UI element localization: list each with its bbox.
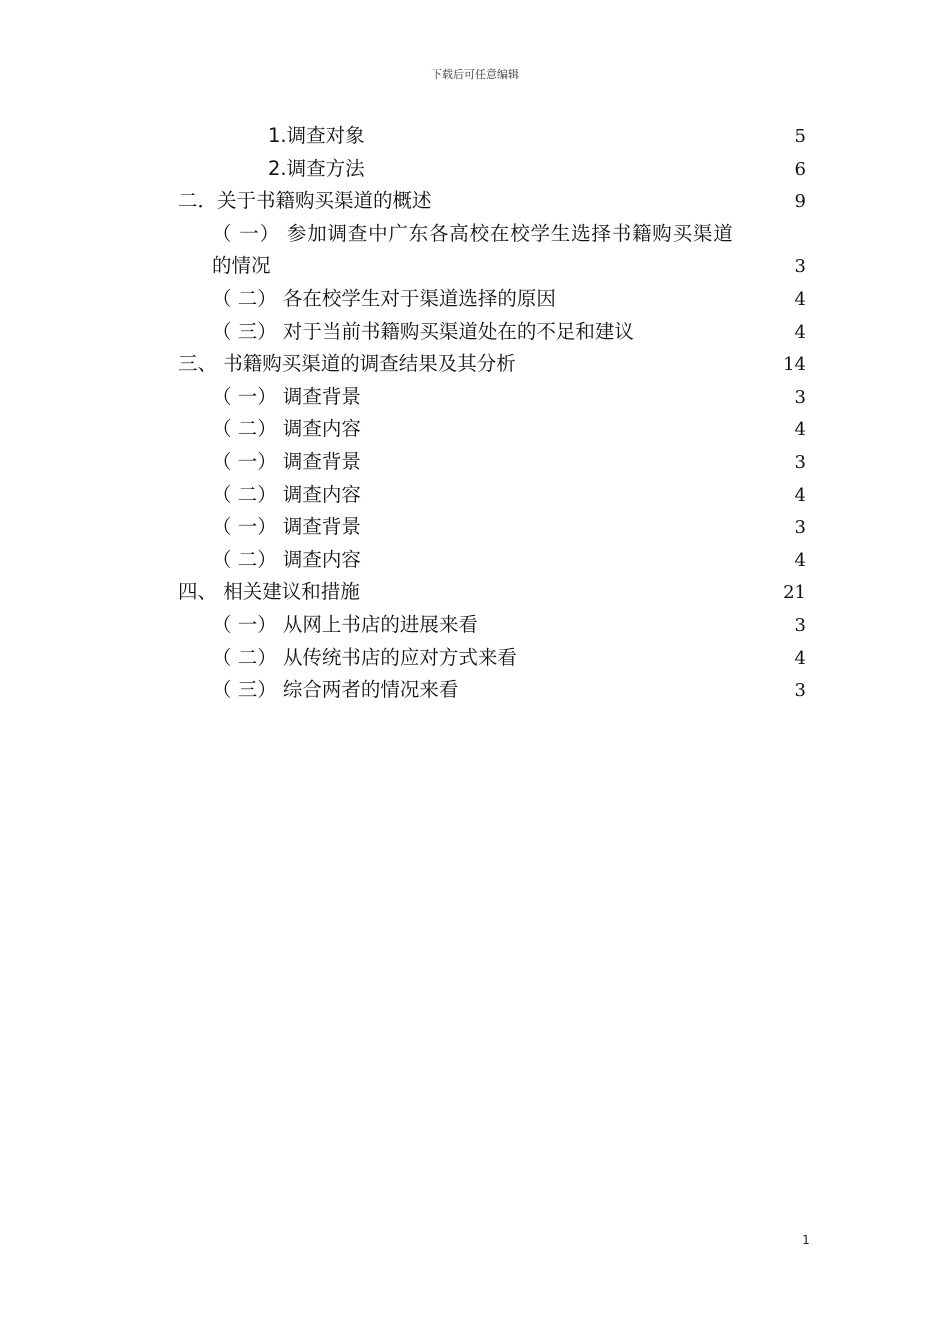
toc-page-number: 3	[794, 386, 806, 408]
toc-entry-label: 二．关于书籍购买渠道的概述	[178, 189, 432, 213]
toc-page-number: 3	[794, 517, 806, 539]
toc-entry-label: （ 二） 调查内容	[212, 417, 361, 441]
toc-entry[interactable]	[178, 446, 806, 479]
toc-page-number: 14	[783, 354, 806, 376]
toc-entry-label: （ 二） 各在校学生对于渠道选择的原因	[212, 286, 556, 310]
toc-entry[interactable]	[178, 218, 806, 251]
toc-entry-label: （ 一） 调查背景	[212, 449, 361, 473]
toc-page-number: 4	[794, 549, 806, 571]
toc-entry[interactable]	[178, 348, 806, 381]
toc-entry-label: 的情况	[212, 254, 271, 278]
toc-entry[interactable]	[178, 576, 806, 609]
page-header: 下载后可任意编辑	[431, 68, 519, 81]
toc-entry-continuation[interactable]	[178, 250, 806, 283]
toc-page-number: 4	[794, 647, 806, 669]
toc-page-number: 21	[783, 582, 806, 604]
toc-page-number: 3	[794, 451, 806, 473]
toc-entry[interactable]	[178, 674, 806, 707]
toc-entry[interactable]	[178, 413, 806, 446]
toc-page-number: 4	[794, 484, 806, 506]
toc-entry-label: 三、 书籍购买渠道的调查结果及其分析	[178, 352, 516, 376]
toc-entry-label: （ 一） 参加调查中广东各高校在校学生选择书籍购买渠道	[212, 221, 734, 245]
toc-page-number: 3	[794, 614, 806, 636]
toc-entry-label: 2.调查方法	[268, 156, 365, 180]
toc-page-number: 9	[794, 191, 806, 213]
toc-entry-label: （ 一） 调查背景	[212, 515, 361, 539]
toc-entry[interactable]	[178, 381, 806, 414]
toc-entry-label: （ 一） 从网上书店的进展来看	[212, 612, 478, 636]
toc-entry[interactable]	[178, 511, 806, 544]
toc-entry[interactable]	[178, 609, 806, 642]
toc-entry[interactable]	[178, 185, 806, 218]
toc-entry-label: （ 二） 调查内容	[212, 547, 361, 571]
toc-entry[interactable]	[178, 544, 806, 577]
toc-entry[interactable]	[178, 479, 806, 512]
toc-entry-label: （ 二） 从传统书店的应对方式来看	[212, 645, 517, 669]
toc-page-number: 5	[794, 126, 806, 147]
toc-page-number: 4	[794, 288, 806, 310]
toc-entry[interactable]	[178, 316, 806, 349]
toc-entry[interactable]	[178, 283, 806, 316]
toc-entry-label: （ 一） 调查背景	[212, 384, 361, 408]
toc-entry-label: （ 三） 对于当前书籍购买渠道处在的不足和建议	[212, 319, 634, 343]
toc-entry[interactable]	[178, 120, 806, 153]
footer-page-number: 1	[802, 1233, 810, 1247]
toc-page-number: 4	[794, 419, 806, 441]
toc-entry-label: 四、 相关建议和措施	[178, 580, 360, 604]
toc-entry[interactable]	[178, 642, 806, 675]
toc-entry[interactable]	[178, 153, 806, 186]
toc-entry-label: （ 二） 调查内容	[212, 482, 361, 506]
toc-page-number: 6	[794, 158, 806, 180]
toc-page-number: 4	[794, 321, 806, 343]
toc-entry-label: （ 三） 综合两者的情况来看	[212, 678, 459, 702]
toc-page-number: 3	[794, 256, 806, 278]
toc-entry-label: 1.调查对象	[268, 124, 365, 147]
table-of-contents	[178, 120, 806, 707]
toc-page-number: 3	[794, 680, 806, 702]
